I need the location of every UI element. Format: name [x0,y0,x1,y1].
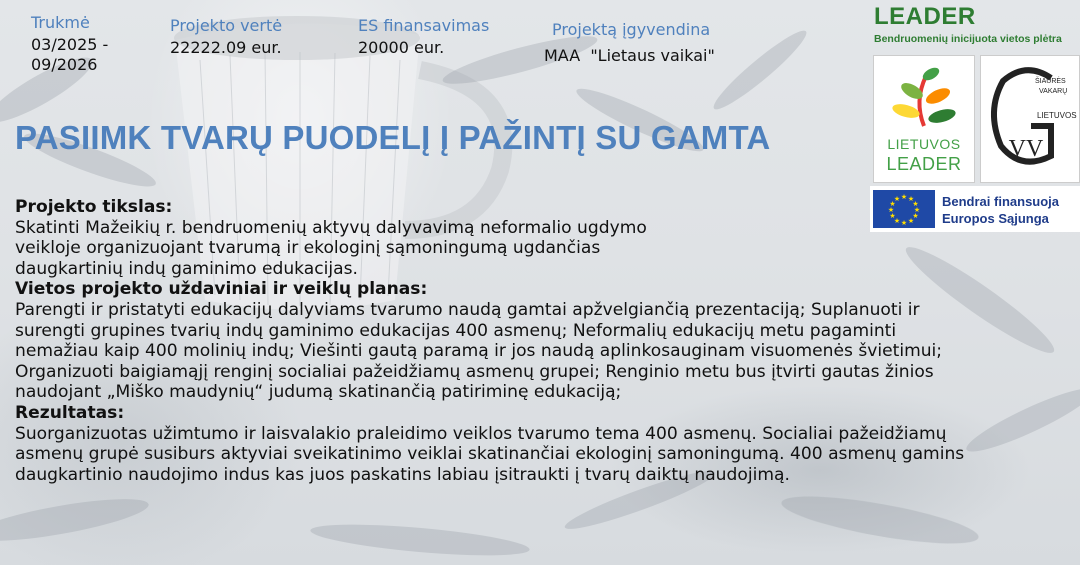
tasks-text-line: naudojant „Miško maudynių“ judumą skatinančią patiriminę edukaciją; [15,382,622,403]
meta-project-value [170,16,282,58]
svvl-line2: VAKARŲ [1039,88,1068,95]
tasks-text-line: Organizuoti baigiamąjį renginį socialiai pažeidžiamų asmenų grupei; Renginio metu bus įtvirti gautas žinios [15,361,934,382]
meta-eu-funding [358,16,489,58]
leader-subtitle: Bendruomenių inicijuota vietos plėtra [874,33,1062,45]
project-value-label: Projekto vertė [170,16,283,35]
results-text-line: asmenų grupė susiburs aktyviai sveikatinimo veiklai skatinančiai ekologinį samoningumą. 400 asmenų gamins [15,444,965,465]
svg-text:★: ★ [889,212,896,220]
svg-text:★: ★ [912,212,919,220]
project-description [15,197,1075,485]
svg-text:★: ★ [900,193,908,201]
eu-stars-icon [873,190,935,228]
implementer-name: MAA "Lietaus vaikai" [544,46,715,65]
implementer-label: Projektą įgyvendina [552,20,711,39]
svg-text:★: ★ [907,195,915,203]
tasks-text-line: surengti grupines tvarių indų gaminimo edukacijas 400 asmenų; Neformalių edukacijų metu pagaminti [15,320,897,341]
duration-value-start: 03/2025 - [31,35,109,54]
results-text-line: daugkartinio naudojimo indus kas juos paskatins labiau įsitraukti į tvarų daiktų naudojimą. [15,464,790,485]
results-text-line: Suorganizuotas užimtumo ir laisvalakio praleidimo veiklos tvarumo tema 400 asmenų. Socialiai pažeidžiamų [15,423,947,444]
svvl-line1: ŠIAURĖS [1035,78,1066,85]
svg-text:★: ★ [900,219,908,227]
goal-text-line: veikloje organizuojant tvarumą ir ekologinį sąmoningumą ugdančias [15,238,601,259]
goal-heading: Projekto tikslas: [15,197,173,217]
tasks-heading: Vietos projekto uždaviniai ir veiklų planas: [15,279,428,300]
results-heading: Rezultatas: [15,402,125,423]
lietuvos-leader-logo [873,55,975,183]
leader-logo-text: LEADER [874,3,976,30]
svg-text:VV: VV [1008,136,1044,162]
tasks-text-line: Parengti ir pristatyti edukacijų dalyviams tvarumo naudą gamtai apžvelgiančią prezentaciją; Suplanuoti ir [15,299,920,320]
eu-cofunding-text [942,193,1059,227]
lietuvos-leader-emblem-icon [874,56,974,136]
project-value-amount: 22222.09 eur. [170,38,282,57]
meta-implementer [544,20,715,66]
duration-label: Trukmė [31,13,90,32]
lietuvos-leader-line1: LIETUVOS [887,136,961,152]
sponsor-logos [870,0,1080,234]
svg-text:★: ★ [907,217,915,225]
goal-text-line: Skatinti Mažeikių r. bendruomenių aktyvų dalyvavimą neformalio ugdymo [15,217,647,238]
eu-cofunding-line1: Bendrai finansuoja [942,194,1060,209]
svg-text:★: ★ [887,206,895,214]
svg-text:★: ★ [893,217,901,225]
goal-text-line: daugkartinių indų gaminimo edukacijas. [15,258,358,279]
meta-duration [31,13,108,75]
page-title: PASIIMK TVARŲ PUODELĮ Į PAŽINTĮ SU GAMTA [15,119,771,156]
svg-text:★: ★ [913,206,921,214]
eu-funding-amount: 20000 eur. [358,38,445,57]
svg-text:★: ★ [889,200,896,208]
svvl-line3: LIETUVOS [1037,111,1077,120]
duration-value-end: 09/2026 [31,55,98,74]
eu-cofunding-line2: Europos Sąjunga [942,211,1049,226]
eu-flag-icon [873,190,935,228]
lietuvos-leader-line2: LEADER [886,154,962,174]
svg-text:★: ★ [912,200,919,208]
svvl-logo [980,55,1080,183]
svg-text:★: ★ [893,195,901,203]
tasks-text-line: nemažiau kaip 400 molinių indų; Viešinti gautą paramą ir jos naudą aplinkosauginam visuomenės švietimui; [15,341,943,362]
eu-funding-label: ES finansavimas [358,16,490,35]
eu-cofunding-badge [870,186,1080,232]
